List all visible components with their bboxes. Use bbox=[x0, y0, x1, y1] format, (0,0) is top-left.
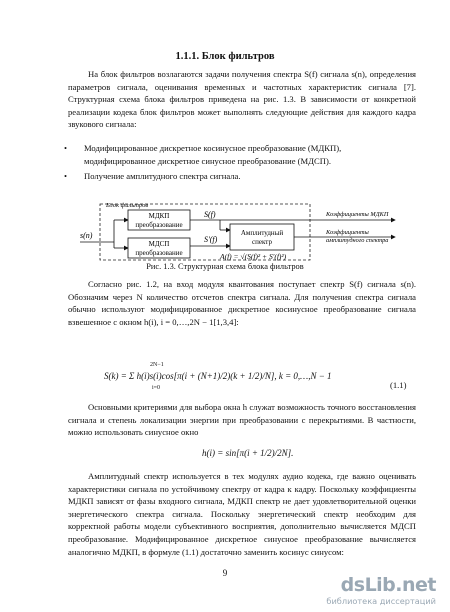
formula-1-block bbox=[104, 362, 407, 396]
amplitude-box bbox=[230, 224, 294, 250]
bullet-text-2: Получение амплитудного спектра сигнала. bbox=[84, 171, 241, 181]
paragraph-3: Основными критериями для выбора окна h служат возможность точного восстановления сигнала и степень локализации энергии при преобразовании с перекрытиями. В частности, можно использовать синусное окно bbox=[68, 402, 416, 438]
filter-block-diagram bbox=[80, 196, 420, 262]
output-amp-label-2: амплитудного спектра bbox=[326, 237, 389, 244]
bullet-text-1: Модифицированное дискретное косинусное преобразование (МДКП), модифицированное дискретное синусное преобразование (МДСП). bbox=[84, 143, 342, 166]
bullet-dot: • bbox=[64, 143, 68, 153]
watermark-logo-text: dsLib.net bbox=[340, 574, 436, 596]
section-title: 1.1.1. Блок фильтров bbox=[175, 51, 275, 62]
formula-2: h(i) = sin[π(i + 1/2)/2N]. bbox=[202, 448, 294, 458]
figure-caption: Рис. 1.3. Структурная схема блока фильтров bbox=[146, 262, 304, 271]
mdkp-label-2: преобразование bbox=[135, 221, 183, 229]
mdsp-label-2: преобразование bbox=[135, 249, 183, 257]
bullet-item-1 bbox=[64, 142, 414, 167]
mdsp-label: МДСП bbox=[148, 240, 170, 248]
input-signal-label: s(n) bbox=[80, 231, 93, 240]
mdkp-label: МДКП bbox=[148, 212, 170, 220]
amplitude-formula: A(f) = √(S(f)² + S'(f)²) bbox=[220, 252, 287, 261]
sfp-label: S'(f) bbox=[204, 235, 218, 244]
sum-lower-limit: i=0 bbox=[152, 385, 161, 391]
frame-label: Блок фильтров bbox=[106, 202, 149, 209]
intro-paragraph: На блок фильтров возлагаются задачи получения спектра S(f) сигнала s(n), определения параметров сигнала, оценивания временных и частотных характеристик сигнала [7]. Структурная схема блока фильтров приведена на рис. 1.3. В зависимости от конкретной реализации кодека блок фильтров может выполнять следующие действия для каждого кадра звукового сигнала: bbox=[68, 69, 416, 130]
output-amp-label: Коэффициенты bbox=[326, 229, 369, 236]
paragraph-4: Амплитудный спектр используется в тех модулях аудио кодека, где важно оценивать характеристики сигнала по устойчивому спектру от кадра к кадру. Поскольку коэффициенты МДКП зависят от фазы входного сигнала, МДКП спектр не дает удовлетворительной оценки энергетического спектра сигнала. Поскольку энергетический спектр необходим для корректной работы модели субъективного восприятия, дополнительно вычисляется МДСП преобразование. Модифицированное дискретное синусное преобразование вычисляется аналогично МДКП, в формуле (1.1) достаточно заменить косинус синусом: bbox=[68, 471, 416, 557]
equation-number: (1.1) bbox=[390, 380, 407, 390]
amplitude-label-2: спектр bbox=[252, 238, 272, 246]
output-mdkp-label: Коэффициенты МДКП bbox=[326, 211, 389, 218]
sf-label: S(f) bbox=[204, 210, 216, 219]
page-number: 9 bbox=[222, 568, 228, 578]
paragraph-2: Согласно рис. 1.2, на вход модуля квантования поступает спектр S(f) сигнала s(n). Обозначим через N количество отсчетов спектра сигнала. Для получения спектра сигнала обычно используют модифицированное дискретное косинусное преобразование сигнала взвешенное с окном h(i), i = 0,…,2N − 1[1,3,4]: bbox=[68, 279, 416, 327]
bullet-dot: • bbox=[64, 171, 68, 181]
formula-1: S(k) = Σ h(i)s(i)cos[π(i + (N+1)/2)(k + 1/2)/N], k = 0,…,N − 1 bbox=[104, 371, 332, 381]
bullet-item-2 bbox=[64, 170, 414, 183]
watermark-subtitle: библиотека диссертаций bbox=[326, 596, 436, 606]
dslib-watermark[interactable] bbox=[326, 574, 440, 608]
sum-upper-limit: 2N−1 bbox=[150, 362, 164, 368]
amplitude-label: Амплитудный bbox=[240, 229, 284, 237]
